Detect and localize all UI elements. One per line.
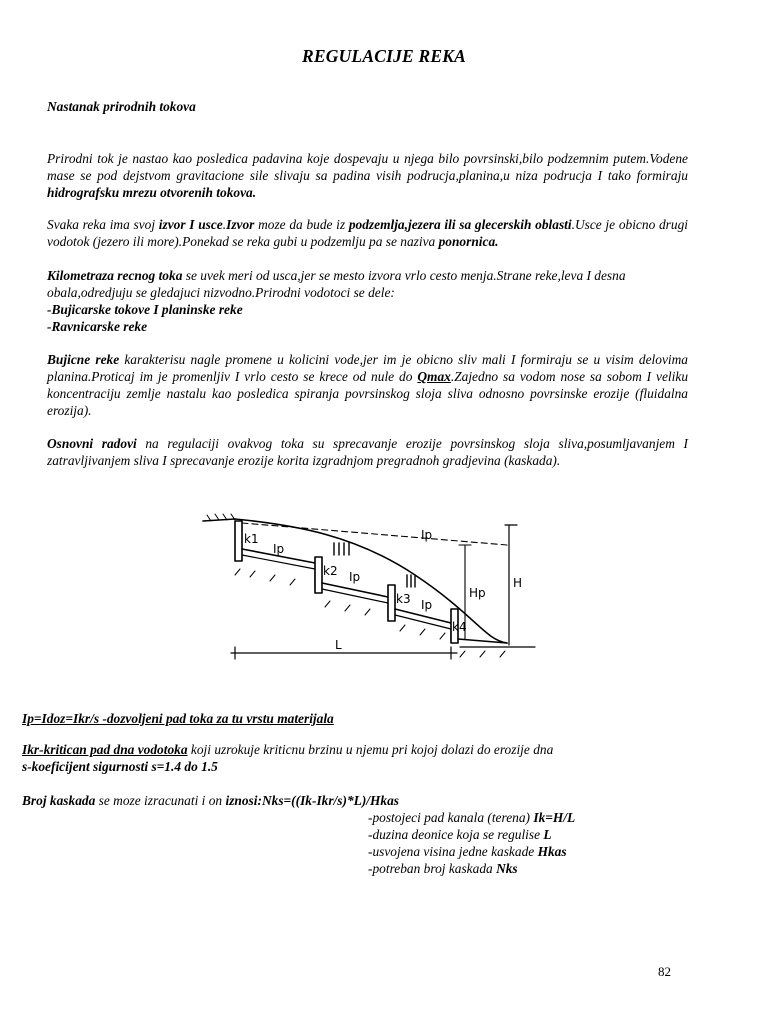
paragraph-kilometraza	[47, 267, 688, 301]
p5-text: na regulaciji ovakvog toka su sprecavanje erozije povrsinskog sloja sliva,posumljavanjem I zatravljivanjem sliva I sprecavanje erozije korita izgradnjom pregradnoh gradjevina (kaskada).	[47, 436, 688, 468]
list-item-ik-text: -postojeci pad kanala (terena)	[368, 810, 534, 825]
subtitle: Nastanak prirodnih tokova	[47, 99, 196, 114]
cascade-diagram	[195, 505, 555, 673]
paragraph-source-mouth	[47, 216, 688, 250]
broj-text: se moze izracunati i on	[95, 793, 226, 808]
label-k1: k1	[244, 532, 259, 546]
label-h: H	[513, 576, 523, 590]
label-hp: Hp	[469, 586, 486, 600]
p4-bold-bujicne: Bujicne reke	[47, 352, 120, 367]
cascade-k2	[315, 557, 322, 593]
p2-text-a: Svaka reka ima svoj	[47, 217, 159, 232]
list-item-l	[368, 826, 552, 843]
list-item-bujicarske: -Bujicarske tokove I planinske reke	[47, 302, 243, 317]
p2-bold-izvor-usce: izvor I usce	[158, 217, 223, 232]
label-ip-1: Ip	[273, 542, 285, 556]
list-item-nks	[368, 860, 518, 877]
p2-text-e: .Usce je obicno drugi vodotok (jezero ili more).Ponekad se reka gubi u podzemlju pa se naziva	[47, 217, 688, 249]
broj-bold2: iznosi:Nks=((Ik-Ikr/s)*L)/Hkas	[225, 793, 400, 808]
ikr-text: koji uzrokuje kriticnu brzinu u njemu pri kojoj dolazi do erozije dna	[187, 742, 554, 757]
paragraph-bujicne-reke	[47, 351, 688, 419]
list-item-hkas	[368, 843, 567, 860]
label-ip-top: Ip	[421, 528, 433, 542]
p3-text: se uvek meri od usca,jer se mesto izvora vrlo cesto menja.Strane reke,leva I desna obala,odredjuju se gledajuci nizvodno.Prirodni vodotoci se dele:	[47, 268, 626, 300]
cascade-k3	[388, 585, 395, 621]
list-item-l-bold: L	[543, 827, 552, 842]
p3-bold: Kilometraza recnog toka	[47, 268, 183, 283]
p2-bold-izvor: Izvor	[226, 217, 255, 232]
s-coefficient-line: s-koeficijent sigurnosti s=1.4 do 1.5	[22, 759, 218, 774]
list-item-nks-text: -potreban broj kaskada	[368, 861, 497, 876]
p5-bold: Osnovni radovi	[47, 436, 137, 451]
list-item-ravnicarske: -Ravnicarske reke	[47, 319, 148, 334]
label-k4: k4	[452, 620, 467, 634]
page-number: 82	[658, 964, 671, 979]
label-k3: k3	[396, 592, 411, 606]
label-l: L	[335, 638, 342, 652]
ikr-bold: Ikr-kritican pad dna vodotoka	[22, 742, 188, 757]
label-ip-2: Ip	[349, 570, 361, 584]
p4-text1: karakterisu nagle promene u kolicini vode,jer im je obicno sliv mali I formiraju se u visim delovima planina.Proticaj im je promenljiv I vrlo cesto se krece od nule do	[47, 352, 688, 384]
formula-ip: Ip=Idoz=Ikr/s -dozvoljeni pad toka za tu vrstu materijala	[22, 711, 334, 726]
paragraph-origin-bold: hidrografsku mrezu otvorenih tokova.	[47, 185, 257, 200]
list-item-ik-bold: Ik=H/L	[533, 810, 576, 825]
list-item-hkas-bold: Hkas	[537, 844, 567, 859]
p2-bold-sources: podzemlja,jezera ili sa glecerskih oblasti	[348, 217, 572, 232]
p2-bold-ponornica: ponornica.	[438, 234, 499, 249]
ikr-line	[22, 741, 553, 758]
paragraph-origin-text: Prirodni tok je nastao kao posledica padavina koje dospevaju u njega bilo povrsinski,bilo podzemnim putem.Vodene mase se pod dejstvom gravitacione sile slivaju sa padina visih podrucja,planina,u niza podrucja I tako formiraju	[47, 151, 688, 183]
broj-bold1: Broj kaskada	[22, 793, 96, 808]
list-item-nks-bold: Nks	[496, 861, 518, 876]
p4-bold-qmax: Qmax	[417, 369, 451, 384]
broj-kaskada-line	[22, 792, 399, 809]
list-item-l-text: -duzina deonice koja se regulise	[368, 827, 544, 842]
label-k2: k2	[323, 564, 338, 578]
list-item-hkas-text: -usvojena visina jedne kaskade	[368, 844, 538, 859]
paragraph-osnovni-radovi	[47, 435, 688, 469]
p2-text-c: .	[222, 217, 227, 232]
paragraph-origin	[47, 150, 688, 201]
label-ip-3: Ip	[421, 598, 433, 612]
p4-text2: .Zajedno sa vodom nose sa sobom I veliku koncentraciju zemlje nastalu kao posledica spiranja povrsinskog sloja sliva odnosno povrsinske erozije (fluidalna erozija).	[47, 369, 689, 418]
page-title: REGULACIJE REKA	[302, 46, 466, 66]
p2-text-d: moze da bude iz	[254, 217, 349, 232]
cascade-k1	[235, 521, 242, 561]
list-item-ik	[368, 809, 575, 826]
